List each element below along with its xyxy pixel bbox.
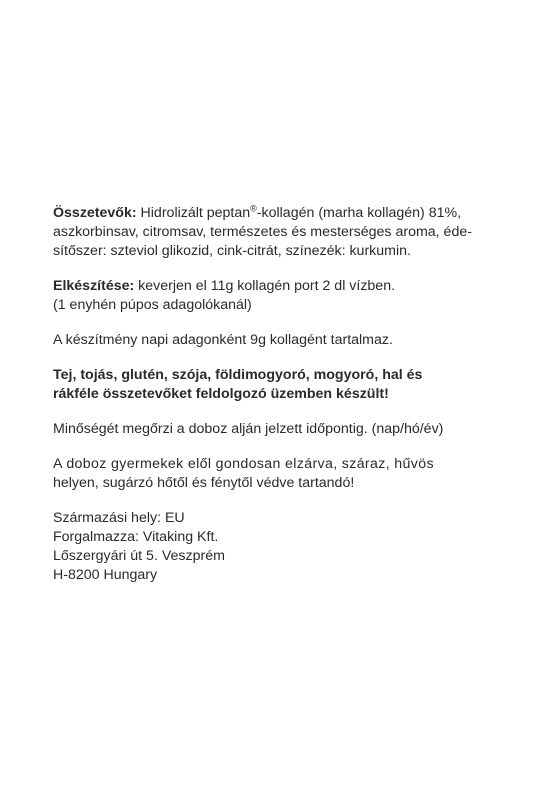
ingredients-section — [53, 204, 503, 261]
daily-dose-section — [53, 331, 503, 350]
preparation-line-2: (1 enyhén púpos adagolókanál) — [53, 297, 252, 313]
address-line: Lőszergyári út 5. Veszprém — [53, 548, 225, 564]
daily-dose-text: A készítmény napi adagonként 9g kollagént tartalmaz. — [53, 332, 393, 348]
ingredients-heading: Összetevők: — [53, 205, 137, 221]
allergens-section — [53, 366, 503, 404]
preparation-text: keverjen el 11g kollagén port 2 dl vízben. — [134, 278, 396, 294]
preparation-section — [53, 277, 503, 315]
allergens-line-1: Tej, tojás, glutén, szója, földimogyoró, mogyoró, hal és — [53, 367, 423, 383]
ingredients-line-1 — [53, 204, 503, 223]
allergens-line-2: rákféle összetevőket feldolgozó üzemben készült! — [53, 386, 389, 402]
storage-section — [53, 455, 503, 493]
ingredients-line-3: sítőszer: szteviol glikozid, cink-citrát, színezék: kurkumin. — [53, 243, 411, 259]
distributor-line: Forgalmazza: Vitaking Kft. — [53, 529, 219, 545]
storage-line-2: helyen, sugárzó hőtől és fénytől védve tartandó! — [53, 475, 355, 491]
ingredients-text-cont: -kollagén (marha kollagén) 81%, — [256, 205, 462, 221]
origin-section — [53, 509, 503, 585]
registered-mark: ® — [250, 203, 257, 214]
ingredients-line-2: aszkorbinsav, citromsav, természetes és mesterséges aroma, éde- — [53, 224, 472, 240]
postal-line: H-8200 Hungary — [53, 567, 158, 583]
best-before-section — [53, 420, 503, 439]
best-before-text: Minőségét megőrzi a doboz alján jelzett időpontig. (nap/hó/év) — [53, 421, 444, 437]
product-label-text — [53, 204, 503, 601]
preparation-line-1 — [53, 277, 503, 296]
origin-line-1: Származási hely: EU — [53, 510, 185, 526]
preparation-heading: Elkészítése: — [53, 278, 135, 294]
storage-line-1: A doboz gyermekek elől gondosan elzárva, száraz, hűvös — [53, 456, 434, 472]
ingredients-text: Hidrolizált peptan — [136, 205, 251, 221]
